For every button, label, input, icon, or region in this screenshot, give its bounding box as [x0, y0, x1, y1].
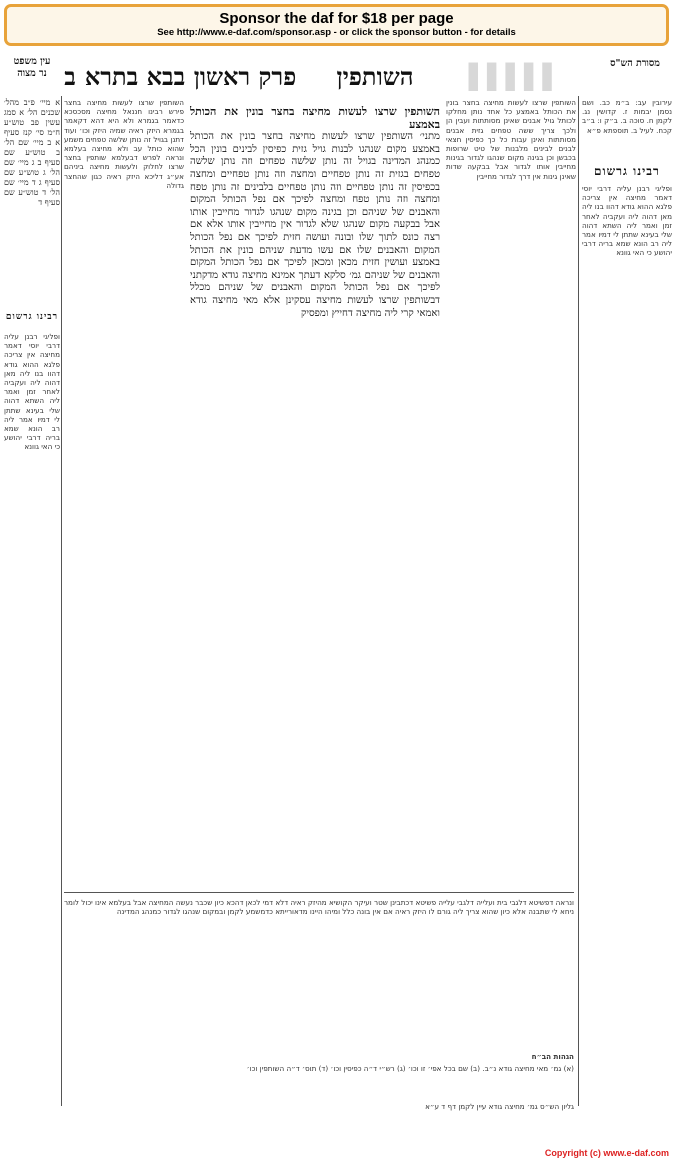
chapter-name: השותפין [336, 62, 414, 91]
rabbeinu-left-heading [4, 312, 60, 330]
rashi-column: השותפין שרצו לעשות מחיצה בחצר בונין את הכותל באמצע כל אחד נותן מחלקו לכותל גויל אבנים שאינן מסותתות ועבין הן ולכך צריך ששה טפחים גזית אבנים מסותתות ואינן עבות כל כך כפיסין חצאי לבנים לבינים מלבנות של טיט שרופות בכבשן וכן בגינה מקום שנהגו לגדור בגינות מחייבין אותו לגדור אבל בבקעה שדות שאינן גינות אין דרך לגדור מחייבין [446, 98, 576, 181]
tractate-name: בבא בתרא [84, 62, 186, 91]
gemara-opening-words: השותפין שרצו לעשות מחיצה בחצר בונין את הכותל באמצע [190, 106, 440, 131]
tosafot-column: השותפין שרצו לעשות מחיצה בחצר פירש רבינו חננאל מחיצה מסכסכא כדאמר בגמרא ולא היא דהא דקאמר בגמרא היזק ראיה שמיה היזק וכו׳ ועוד דתנן בגויל זה נותן שלשה טפחים משמע שהוא כותל עב ולא מחיצה בעלמא ונראה לפרש דבעלמא שותפין בחצר שרצו לחלוק ולעשות מחיצה ביניהם אע״ג דליכא היזק ראיה כגון שהחצר גדולה [64, 98, 184, 190]
sponsor-title[interactable]: Sponsor the daf for $18 per page [219, 10, 454, 27]
gilyon-hashas: גליון הש״ס גמ׳ מחיצה גודא עיין לקמן דף ד ע״א [425, 1102, 574, 1111]
sponsor-banner[interactable] [4, 4, 669, 46]
chapter-label: פרק ראשון [193, 62, 297, 91]
divider-line [578, 96, 579, 1106]
mesorat-hashas-label: מסורת הש"ס [610, 58, 660, 69]
gemara-body: מתני׳ השותפין שרצו לעשות מחיצה בחצר בונין את הכותל באמצע מקום שנהגו לבנות גויל גזית כפיסין לבינים בונין הכל כמנהג המדינה בגויל זה נותן שלשה טפחים וזה נותן שלשה טפחים בגזית זה נותן טפחיים ומחצה וזה נותן טפחיים ומחצה בכפיסין זה נותן טפחיים וזה נותן טפחיים בלבינים זה נותן טפח ומחצה וזה נותן טפח ומחצה לפיכך אם נפל הכותל המקום והאבנים של שניהם וכן בגינה מקום שנהגו לגדור מחייבין אותו אבל בבקעה מקום שנהגו שלא לגדור אין מחייבין אותו אלא אם רצה כונס לתוך שלו ובונה ועושה חזית לפיכך אם נפל הכותל המקום והאבנים שלו אם עשו מדעת שניהם בונין את הכותל באמצע ועושין חזית מכאן ומכאן לפיכך אם נפל הכותל המקום והאבנים של שניהם גמ׳ סלקא דעתך אמינא מחיצה גודא מדקתני לפיכך אם נפל הכותל המקום והאבנים של שניהם מכלל דבשותפין שרצו לעשות מחיצה עסקינן אלא מאי מחיצה גודא ואמאי קרי ליה מחיצה דחייץ ומפסיק [190, 131, 440, 319]
rabbeinu-left-column: ופליגי רבנן עליה דרבי יוסי דאמר מחיצה אין צריכה פלגא ההוא גודא דהוו בנו ליה מאן דהוה ליה ועקביה לאחר זמן ואמר ליה השתא דהוה שלי בעינא שתתן לי דמיו אמר ליה רב הונא שמא בריה דרבי יהושע כי האי גוונא [4, 332, 60, 452]
rabbeinu-gershom-column: ופליגי רבנן עליה דרבי יוסי דאמר מחיצה אין צריכה פלגא ההוא גודא דהוו בנו ליה מאן דהוה ליה ועקביה לאחר זמן ואמר ליה השתא דהוה שלי בעינא שתתן לי דמיו אמר ליה רב הונא שמא בריה דרבי יהושע כי האי גוונא [582, 184, 672, 258]
hagahot-label: הגהות הב״ח [531, 1052, 574, 1061]
rabbeinu-left-label: רבינו גרשום [5, 312, 59, 322]
sponsor-subtitle[interactable]: See http://www.e-daf.com/sponsor.asp - or click the sponsor button - for details [157, 27, 516, 38]
divider-line [64, 892, 574, 893]
daf-number: ב [64, 62, 76, 91]
ein-mishpat-label: עין משפט נר מצוה [13, 56, 51, 79]
rabbeinu-gershom-label: רבינו גרשום [594, 164, 660, 178]
header-ghost-text: ▌▌▌▌▌ [468, 62, 562, 91]
hagahot-text: (א) גמ׳ מאי מחיצה גודא נ״ב. (ב) שם בכל אפי׳ זו וכו׳ (ג) רש״י ד״ה כפיסין וכו׳ (ד) תוס׳ ד״ה השותפין וכו׳ [246, 1064, 574, 1073]
talmud-page [0, 50, 677, 1150]
gemara-main-text [190, 106, 440, 888]
mesorat-hashas-column: עירובין עב: ב״מ כב. ושם נסמן יבמות ז. קדושין נג. לקמן ח. סוכה ב. ב״ק ו: ב״ב קכח. לעיל ב. תוספתא פ״א [582, 98, 672, 135]
divider-line [61, 96, 62, 1106]
ein-mishpat-column: א מיי׳ פ״ב מהל׳ שכנים הל׳ א סמג עשין פב טוש״ע ח״מ סי׳ קנז סעיף א ב מיי׳ שם הל׳ ב טוש״ע שם סעיף ב ג מיי׳ שם הל׳ ג טוש״ע שם סעיף ג ד מיי׳ שם הל׳ ד טוש״ע שם סעיף ד [4, 98, 60, 207]
rashi-heading-block [582, 162, 672, 182]
bottom-commentary: ונראה דפשיטא דלגבי בית ועלייה דלגבי עלייה פשיטא דכתבינן שטר ועיקר הקושיא מהיזק ראיה דלא דמי לכאן דהכא כיון שכבר נעשה המחיצה אבל בעלמא אינו יכול לומר ניחא לי שתבנה אלא כיון שהוא צריך ליה גורם לו היזק ראיה אם אין בונה כלל ומיהו היינו מדאורייתא כדמשמע לקמן ובמקום שנהגו לגדור כמנהג המדינה [64, 898, 574, 917]
copyright-footer: Copyright (c) www.e-daf.com [544, 1148, 669, 1158]
